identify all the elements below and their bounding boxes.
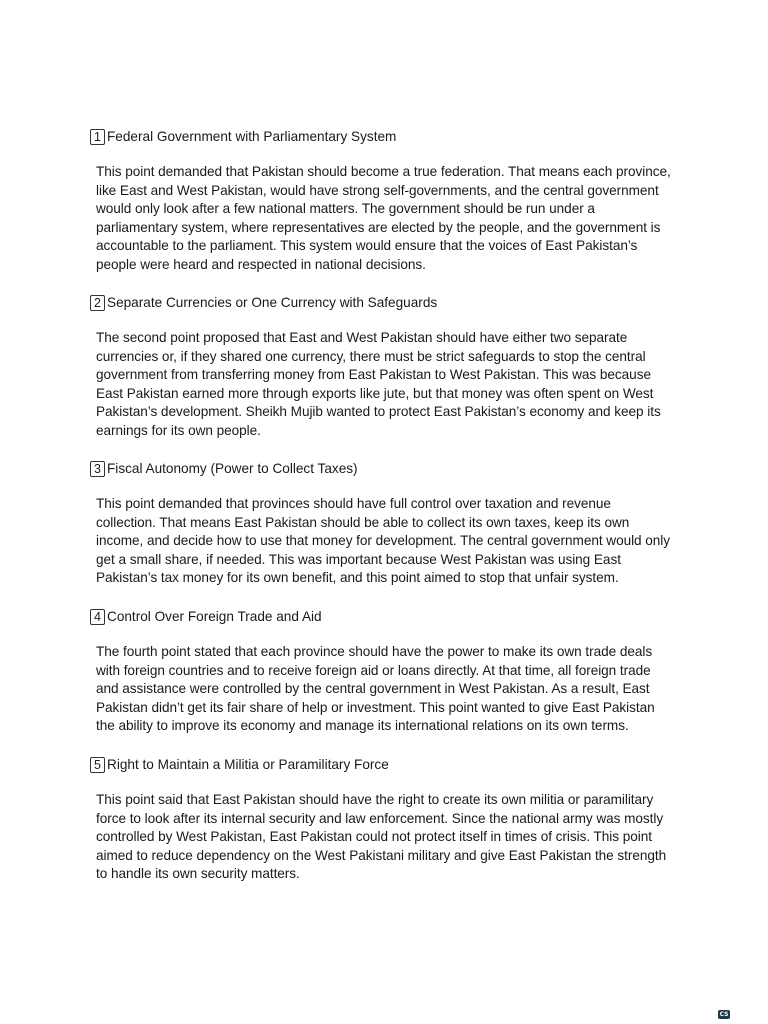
section-heading: [90, 460, 680, 478]
section-heading: [90, 756, 680, 774]
section-2: [90, 294, 680, 441]
number-box: 3: [90, 461, 105, 477]
section-title: Control Over Foreign Trade and Aid: [107, 609, 322, 624]
section-4: [90, 608, 680, 736]
section-title: Separate Currencies or One Currency with Safeguards: [107, 295, 438, 310]
section-3: [90, 460, 680, 588]
section-title: Federal Government with Parliamentary System: [107, 129, 397, 144]
number-box: 5: [90, 757, 105, 773]
section-heading: [90, 608, 680, 626]
section-body: This point demanded that Pakistan should become a true federation. That means each province, like East and West Pakistan, would have strong self-governments, and the central government would only look after a few national matters. The government should be run under a parliamentary system, where representatives are elected by the people, and the government is accountable to the parliament. This system would ensure that the voices of East Pakistan’s people were heard and respected in national decisions.: [96, 164, 671, 272]
section-body: This point demanded that provinces should have full control over taxation and revenue collection. That means East Pakistan should be able to collect its own taxes, keep its own income, and decide how to use that money for development. The central government would only get a small share, if needed. This was important because West Pakistan was using East Pakistan’s tax money for its own benefit, and this point aimed to stop that unfair system.: [96, 496, 671, 586]
section-5: [90, 756, 680, 884]
section-body: The second point proposed that East and West Pakistan should have either two separate currencies or, if they shared one currency, there must be strict safeguards to stop the central government from transferring money from East Pakistan to West Pakistan. This was because East Pakistan earned more through exports like jute, but that money was often spent on West Pakistan’s development. Sheikh Mujib wanted to protect East Pakistan’s economy and keep its earnings for its own people.: [96, 330, 661, 438]
camscanner-logo-icon: CS: [719, 1011, 729, 1018]
section-title: Fiscal Autonomy (Power to Collect Taxes): [107, 461, 358, 476]
section-heading: [90, 128, 680, 146]
section-body: This point said that East Pakistan should have the right to create its own militia or paramilitary force to look after its internal security and law enforcement. Since the national army was mostly controlled by West Pakistan, East Pakistan could not protect itself in times of crisis. This point aimed to reduce dependency on the West Pakistani military and give East Pakistan the strength to handle its own security matters.: [96, 792, 667, 882]
number-box: 1: [90, 129, 105, 145]
number-box: 2: [90, 295, 105, 311]
section-heading: [90, 294, 680, 312]
number-box: 4: [90, 609, 105, 625]
section-title: Right to Maintain a Militia or Paramilitary Force: [107, 757, 389, 772]
section-1: [90, 128, 680, 275]
section-body: The fourth point stated that each province should have the power to make its own trade deals with foreign countries and to receive foreign aid or loans directly. At that time, all foreign trade and assistance were controlled by the central government in West Pakistan. As a result, East Pakistan didn’t get its fair share of help or investment. This point wanted to give East Pakistan the ability to improve its economy and manage its international relations on its own terms.: [96, 644, 655, 734]
